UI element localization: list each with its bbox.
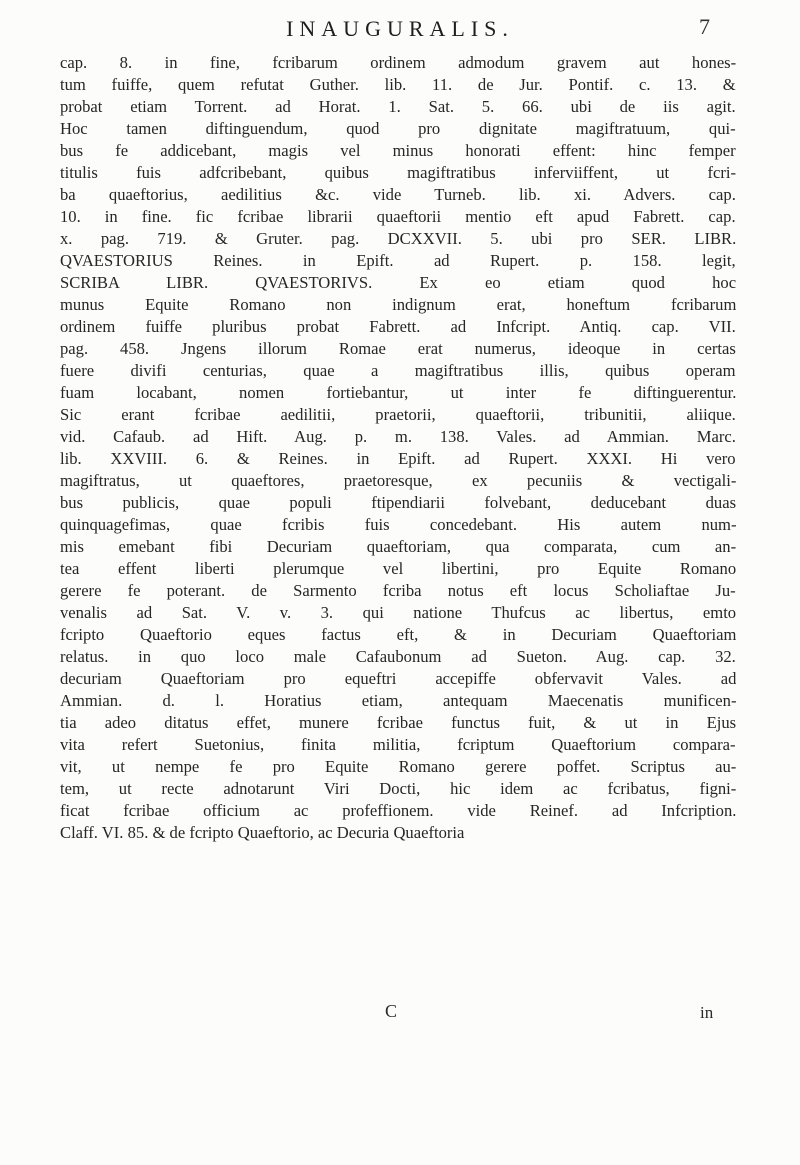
text-line: vita refert Suetonius, finita militia, fcriptum Quaeftorium compara- (60, 735, 736, 754)
text-line: munus Equite Romano non indignum erat, honeftum fcribarum (60, 295, 736, 314)
text-line: quinquagefimas, quae fcribis fuis concedebant. His autem num- (60, 515, 736, 534)
text-line: tia adeo ditatus effet, munere fcribae functus fuit, & ut in Ejus (60, 713, 736, 732)
text-line: QVAESTORIUS Reines. in Epift. ad Rupert. p. 158. legit, (60, 251, 736, 270)
text-line: cap. 8. in fine, fcribarum ordinem admodum gravem aut hones- (60, 53, 736, 72)
text-line: relatus. in quo loco male Cafaubonum ad Sueton. Aug. cap. 32. (60, 647, 736, 666)
text-line: bus publicis, quae populi ftipendiarii folvebant, deducebant duas (60, 493, 736, 512)
signature-mark: C (385, 1001, 398, 1021)
text-line: lib. XXVIII. 6. & Reines. in Epift. ad Rupert. XXXI. Hi vero (60, 449, 736, 468)
text-line: fuere divifi centurias, quae a magiftratibus illis, quibus operam (60, 361, 736, 380)
text-line: fuam locabant, nomen fortiebantur, ut inter fe diftinguerentur. (60, 383, 736, 402)
text-line: tea effent liberti plerumque vel libertini, pro Equite Romano (60, 559, 736, 578)
catchword: in (700, 1003, 714, 1022)
text-line: 10. in fine. fic fcribae librarii quaeftorii mentio eft apud Fabrett. cap. (60, 207, 736, 226)
running-title: INAUGURALIS. (286, 16, 514, 41)
page-mark: 7 (699, 14, 710, 39)
text-line: pag. 458. Jngens illorum Romae erat numerus, ideoque in certas (60, 339, 736, 358)
text-line: Sic erant fcribae aedilitii, praetorii, quaeftorii, tribunitii, aliique. (60, 405, 736, 424)
text-line: ficat fcribae officium ac profeffionem. vide Reinef. ad Infcription. (60, 801, 736, 820)
text-line: gerere fe poterant. de Sarmento fcriba notus eft locus Scholiaftae Ju- (60, 581, 736, 600)
text-line: ordinem fuiffe pluribus probat Fabrett. ad Infcript. Antiq. cap. VII. (60, 317, 736, 336)
text-line: Claff. VI. 85. & de fcripto Quaeftorio, ac Decuria Quaeftoria (60, 823, 465, 842)
text-line: tem, ut recte adnotarunt Viri Docti, hic idem ac fcribatus, figni- (60, 779, 736, 798)
body-text (60, 52, 736, 844)
text-line: SCRIBA LIBR. QVAESTORIVS. Ex eo etiam quod hoc (60, 273, 736, 292)
text-line: titulis fuis adfcribebant, quibus magiftratibus inferviiffent, ut fcri- (60, 163, 736, 182)
text-line: probat etiam Torrent. ad Horat. 1. Sat. 5. 66. ubi de iis agit. (60, 97, 736, 116)
text-line: bus fe addicebant, magis vel minus honorati effent: hinc femper (60, 141, 736, 160)
text-line: Ammian. d. l. Horatius etiam, antequam Maecenatis munificen- (60, 691, 736, 710)
text-line: decuriam Quaeftoriam pro equeftri accepiffe obfervavit Vales. ad (60, 669, 736, 688)
text-line: venalis ad Sat. V. v. 3. qui natione Thufcus ac libertus, emto (60, 603, 736, 622)
text-line: vid. Cafaub. ad Hift. Aug. p. m. 138. Vales. ad Ammian. Marc. (60, 427, 736, 446)
text-line: vit, ut nempe fe pro Equite Romano gerere poffet. Scriptus au- (60, 757, 736, 776)
text-line: Hoc tamen diftinguendum, quod pro dignitate magiftratuum, qui- (60, 119, 736, 138)
text-line: mis emebant fibi Decuriam quaeftoriam, qua comparata, cum an- (60, 537, 736, 556)
text-line: fcripto Quaeftorio eques factus eft, & in Decuriam Quaeftoriam (60, 625, 736, 644)
text-line: tum fuiffe, quem refutat Guther. lib. 11. de Jur. Pontif. c. 13. & (60, 75, 736, 94)
text-line: x. pag. 719. & Gruter. pag. DCXXVII. 5. ubi pro SER. LIBR. (60, 229, 736, 248)
text-line: magiftratus, ut quaeftores, praetoresque, ex pecuniis & vectigali- (60, 471, 736, 490)
text-line: ba quaeftorius, aedilitius &c. vide Turneb. lib. xi. Advers. cap. (60, 185, 736, 204)
